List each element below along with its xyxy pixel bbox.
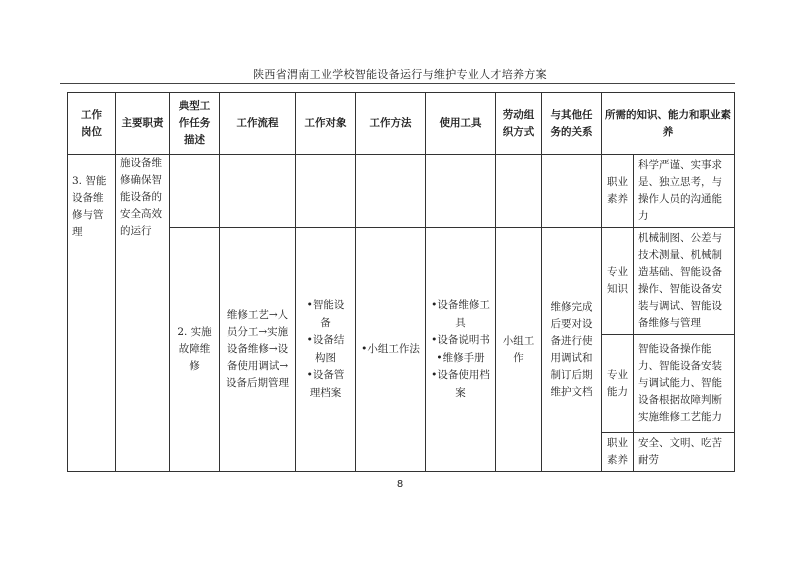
list-item: •智能设 备 [306,299,345,329]
header-tools: 使用工具 [426,93,496,155]
position-cell: 3. 智能 设备维 修与管 理 [68,155,116,472]
objects-cell [296,228,356,472]
table-row [68,155,735,228]
tools-cell [426,228,496,472]
list-item: •设备维修工 具 [431,299,490,329]
method-cell: •小组工作法 [356,228,426,472]
list-item: •设备说明书 [431,334,490,346]
empty-cell [542,155,602,228]
table-header-row [68,93,735,155]
list-item: •设备使用档 案 [431,369,490,399]
header-organization: 劳动组 织方式 [496,93,542,155]
quality-text: 安全、文明、吃苦耐劳 [634,433,735,472]
empty-cell [496,155,542,228]
page-number: 8 [396,479,404,490]
header-typical-task: 典型工 作任务 描述 [170,93,220,155]
job-task-table [67,92,735,472]
empty-cell [170,155,220,228]
list-item: •维修手册 [436,351,485,364]
header-duties: 主要职责 [116,93,170,155]
list-item: •设备管 理档案 [306,369,345,399]
header-relations: 与其他任 务的关系 [542,93,602,155]
header-position: 工作 岗位 [68,93,116,155]
ability-label: 专业 能力 [602,335,634,433]
knowledge-text: 机械制图、公差与技术测量、机械制造基础、智能设备操作、智能设备安装与调试、智能设备维修与管理 [634,228,735,335]
page-header-title: 陕西省渭南工业学校智能设备运行与维护专业人才培养方案 [253,68,547,81]
quality-label: 职业 素养 [602,433,634,472]
relations-cell: 维修完成 后要对设 备进行使 用调试和 制订后期 维护文档 [542,228,602,472]
header-workflow: 工作流程 [220,93,296,155]
header-method: 工作方法 [356,93,426,155]
competence-text: 科学严谨、实事求是、独立思考，与操作人员的沟通能力 [634,155,735,228]
competence-label: 职业 素养 [602,155,634,228]
workflow-cell: 维修工艺→人 员分工→实施 设备维修→设 备使用调试→ 设备后期管理 [220,228,296,472]
header-object: 工作对象 [296,93,356,155]
empty-cell [296,155,356,228]
list-item: •设备结 构图 [306,334,345,364]
header-divider [60,83,735,84]
header-competence: 所需的知识、能力和职业素养 [602,93,735,155]
task-cell: 2. 实施 故障维 修 [170,228,220,472]
empty-cell [426,155,496,228]
empty-cell [356,155,426,228]
ability-text: 智能设备操作能力、智能设备安装与调试能力、智能设备根据故障判断实施维修工艺能力 [634,335,735,433]
knowledge-label: 专业 知识 [602,228,634,335]
duties-cell: 施设备维 修确保智 能设备的 安全高效 的运行 [116,155,170,472]
organization-cell: 小组工 作 [496,228,542,472]
empty-cell [220,155,296,228]
